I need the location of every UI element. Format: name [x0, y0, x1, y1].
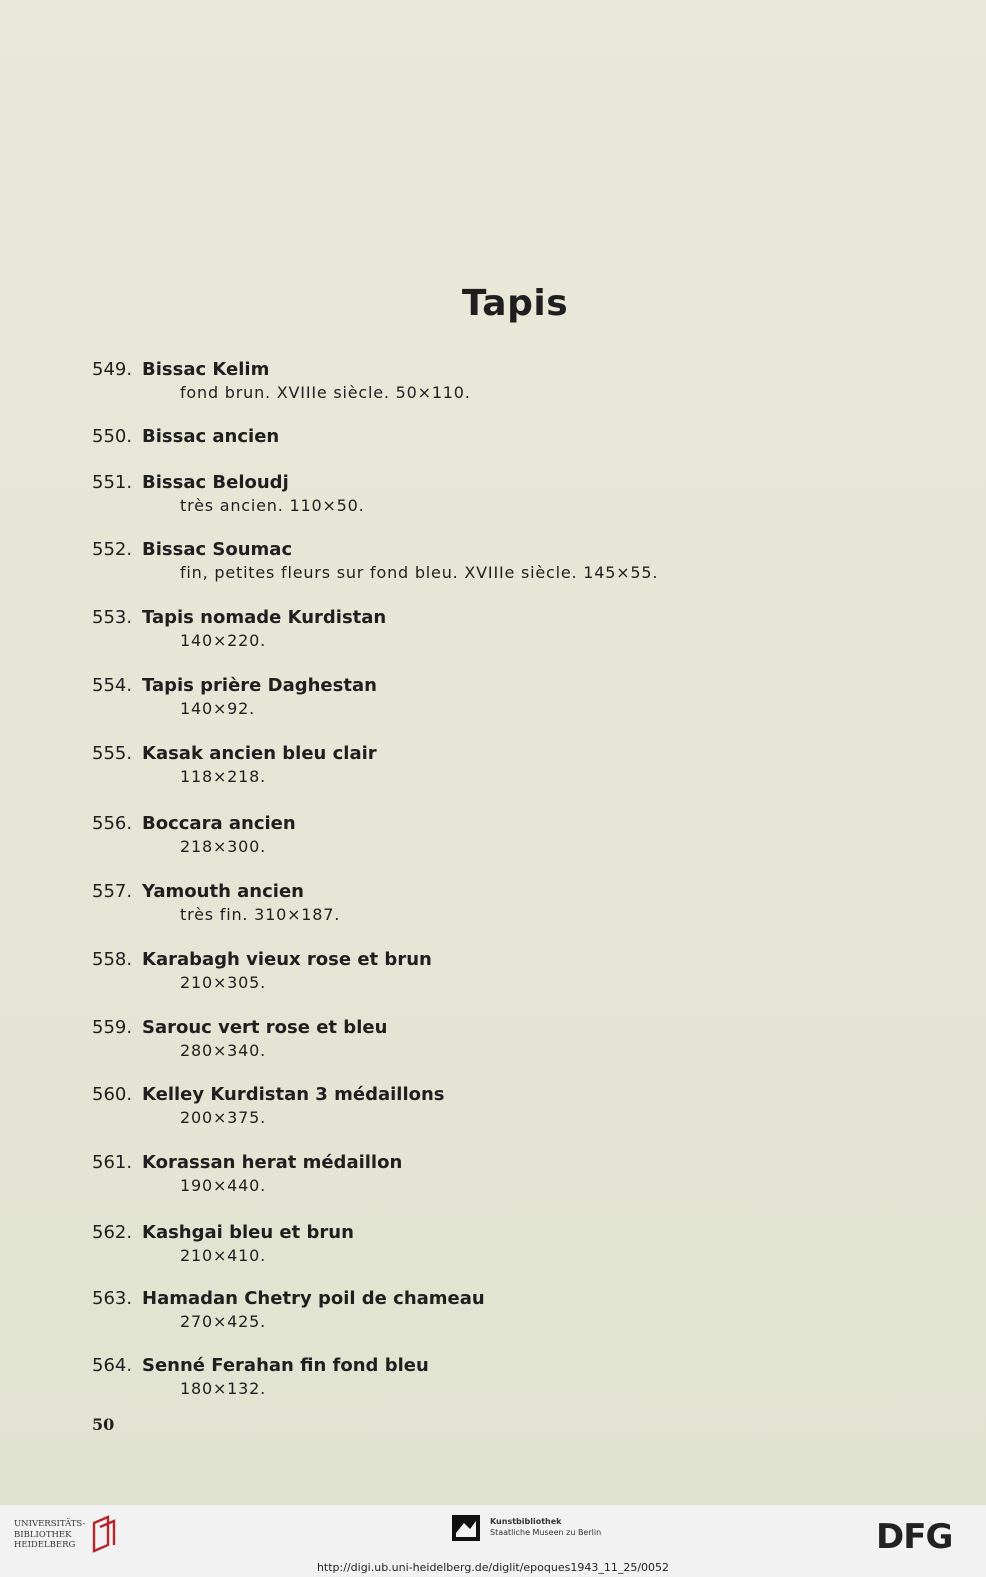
catalogue-entry: [92, 1354, 912, 1400]
catalogue-entry: [92, 812, 912, 858]
entry-title: Yamouth ancien: [142, 881, 304, 902]
entry-description: 140×92.: [180, 699, 255, 718]
entry-heading: [92, 742, 912, 766]
kunstbibliothek-label[interactable]: [490, 1516, 601, 1538]
entry-number: 560.: [92, 1084, 133, 1105]
entry-description: fin, petites fleurs sur fond bleu. XVIIIe siècle. 145×55.: [180, 563, 659, 582]
entry-number: 556.: [92, 813, 133, 834]
entry-number: 554.: [92, 675, 133, 696]
catalogue-entry: [92, 606, 912, 652]
kunstbibliothek-logo-icon[interactable]: [452, 1515, 480, 1541]
entry-heading: [92, 674, 912, 698]
entry-title: Kasak ancien bleu clair: [142, 743, 377, 764]
entry-number: 558.: [92, 949, 133, 970]
entry-description: très ancien. 110×50.: [180, 496, 365, 515]
entry-title: Tapis prière Daghestan: [142, 675, 377, 696]
entry-number: 561.: [92, 1152, 133, 1173]
catalogue-entry: [92, 674, 912, 720]
digitization-footer: [0, 1505, 986, 1577]
entry-heading: [92, 812, 912, 836]
catalogue-entry: [92, 1151, 912, 1197]
entry-description: 210×305.: [180, 973, 266, 992]
entry-title: Kashgai bleu et brun: [142, 1222, 354, 1243]
entry-title: Bissac Kelim: [142, 359, 270, 380]
entry-description: 270×425.: [180, 1312, 266, 1331]
entry-heading: [92, 1287, 912, 1311]
entry-description: très fin. 310×187.: [180, 905, 341, 924]
entry-title: Karabagh vieux rose et brun: [142, 949, 432, 970]
entry-title: Sarouc vert rose et bleu: [142, 1017, 388, 1038]
catalogue-entry: [92, 1016, 912, 1062]
entry-heading: [92, 880, 912, 904]
entry-number: 552.: [92, 539, 133, 560]
entry-heading: [92, 471, 912, 495]
entry-description: 118×218.: [180, 767, 266, 786]
entry-title: Korassan herat médaillon: [142, 1152, 403, 1173]
catalogue-entry: [92, 1221, 912, 1267]
catalogue-entry: [92, 742, 912, 788]
university-line: BIBLIOTHEK: [14, 1529, 72, 1540]
page-title: Tapis: [461, 283, 569, 324]
entry-title: Senné Ferahan fin fond bleu: [142, 1355, 429, 1376]
entry-number: 563.: [92, 1288, 133, 1309]
entry-number: 557.: [92, 881, 133, 902]
entry-heading: [92, 1151, 912, 1175]
dfg-logo[interactable]: DFG: [876, 1517, 953, 1557]
entry-description: 218×300.: [180, 837, 266, 856]
permalink-url[interactable]: http://digi.ub.uni-heidelberg.de/diglit/epoques1943_11_25/0052: [316, 1561, 670, 1574]
catalogue-list: [92, 358, 912, 1400]
entry-description: 200×375.: [180, 1108, 266, 1127]
entry-heading: [92, 606, 912, 630]
entry-number: 555.: [92, 743, 133, 764]
kunstbibliothek-subtitle: Staatliche Museen zu Berlin: [490, 1528, 602, 1537]
entry-description: 190×440.: [180, 1176, 266, 1195]
entry-description: 210×410.: [180, 1246, 266, 1265]
entry-title: Tapis nomade Kurdistan: [142, 607, 387, 628]
catalogue-entry: [92, 1287, 912, 1333]
entry-heading: [92, 358, 912, 382]
catalogue-entry: [92, 538, 912, 584]
entry-title: Boccara ancien: [142, 813, 296, 834]
entry-title: Kelley Kurdistan 3 médaillons: [142, 1084, 445, 1105]
entry-heading: [92, 948, 912, 972]
entry-heading: [92, 1221, 912, 1245]
catalogue-entry: [92, 358, 912, 404]
entry-heading: [92, 1016, 912, 1040]
kunstbibliothek-title: Kunstbibliothek: [490, 1517, 562, 1526]
entry-number: 559.: [92, 1017, 133, 1038]
catalogue-entry: [92, 948, 912, 994]
entry-description: 280×340.: [180, 1041, 266, 1060]
university-line: UNIVERSITÄTS-: [14, 1519, 86, 1529]
university-logo-icon[interactable]: [90, 1515, 118, 1553]
entry-heading: [92, 425, 912, 449]
entry-number: 549.: [92, 359, 133, 380]
university-line: HEIDELBERG: [14, 1540, 76, 1550]
catalogue-entry: [92, 425, 912, 449]
entry-description: 140×220.: [180, 631, 266, 650]
entry-title: Bissac ancien: [142, 426, 280, 447]
entry-description: 180×132.: [180, 1379, 266, 1398]
entry-title: Hamadan Chetry poil de chameau: [142, 1288, 485, 1309]
entry-number: 550.: [92, 426, 133, 447]
entry-number: 562.: [92, 1222, 133, 1243]
catalogue-entry: [92, 1083, 912, 1129]
entry-number: 553.: [92, 607, 133, 628]
entry-number: 551.: [92, 472, 133, 493]
entry-heading: [92, 538, 912, 562]
catalogue-entry: [92, 880, 912, 926]
entry-title: Bissac Beloudj: [142, 472, 289, 493]
entry-number: 564.: [92, 1355, 133, 1376]
entry-heading: [92, 1083, 912, 1107]
entry-description: fond brun. XVIIIe siècle. 50×110.: [180, 383, 471, 402]
page-number: 50: [92, 1415, 115, 1434]
entry-heading: [92, 1354, 912, 1378]
entry-title: Bissac Soumac: [142, 539, 293, 560]
university-library-label[interactable]: [14, 1519, 85, 1551]
catalogue-entry: [92, 471, 912, 517]
